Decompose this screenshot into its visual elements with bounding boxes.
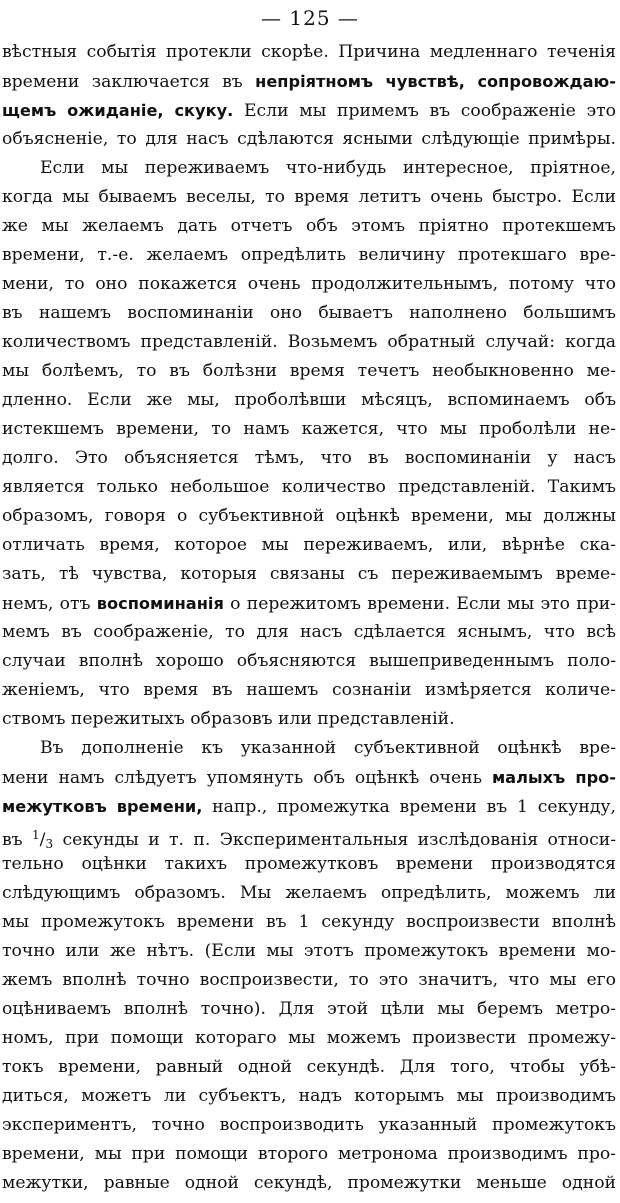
text-line: является только небольшое количество представленій. Такимъ bbox=[2, 477, 616, 497]
text-line: дленно. Если же мы, проболѣвши мѣсяцъ, вспоминаемъ объ bbox=[2, 390, 616, 410]
text-line: объясненіе, то для насъ сдѣлаются ясными слѣдующіе примѣры. bbox=[2, 129, 616, 149]
text-line: въ $^1/_3$ секунды и т. п. Экспериментальныя изслѣдованія относи- bbox=[2, 828, 616, 851]
line-text: времени заключается въ bbox=[2, 72, 256, 92]
line-text: Если мы примемъ въ соображеніе это bbox=[233, 101, 616, 121]
line-text: секунды и т. п. Экспериментальныя изслѣдованія относи- bbox=[53, 830, 616, 850]
text-line bbox=[2, 792, 616, 821]
text-line: женіемъ, что время въ нашемъ сознаніи измѣряется количе- bbox=[2, 680, 616, 700]
text-line: мемъ въ соображеніе, то для насъ сдѣлается яснымъ, что всѣ bbox=[2, 622, 616, 642]
text-line: случаи вполнѣ хорошо объясняются вышеприведеннымъ поло- bbox=[2, 651, 616, 671]
text-line bbox=[2, 589, 616, 618]
text-line: точно или же нѣтъ. (Если мы этотъ промежутокъ времени мо- bbox=[2, 941, 616, 961]
line-text: немъ, отъ bbox=[2, 594, 97, 614]
text-line: тельно оцѣнки такихъ промежутковъ времени производятся bbox=[2, 854, 616, 874]
text-line: токъ времени, равный одной секундѣ. Для того, чтобы убѣ- bbox=[2, 1057, 616, 1077]
bold-term: щемъ ожиданіе, скуку. bbox=[2, 101, 234, 120]
text-line: мени, то оно покажется очень продолжительнымъ, потому что bbox=[2, 274, 616, 294]
text-line: межутки, равные одной секундѣ, промежутки меньше одной bbox=[2, 1173, 616, 1193]
text-line: въ нашемъ воспоминаніи оно бываетъ наполнено большимъ bbox=[2, 303, 616, 323]
text-line: вѣстныя событія протекли скорѣе. Причина медленнаго теченія bbox=[2, 42, 616, 62]
page-number: — 125 — bbox=[261, 6, 359, 30]
text-line: диться, можетъ ли субъектъ, надъ которымъ мы производимъ bbox=[2, 1086, 616, 1106]
line-text: мени намъ слѣдуетъ упомянуть объ оцѣнкѣ очень bbox=[2, 768, 492, 788]
text-line: количествомъ представленій. Возьмемъ обратный случай: когда bbox=[2, 332, 616, 352]
line-text: въ bbox=[2, 830, 32, 850]
text-line: мы промежутокъ времени въ 1 секунду воспроизвести вполнѣ bbox=[2, 912, 616, 932]
text-line: жемъ вполнѣ точно воспроизвести, то это значитъ, что мы его bbox=[2, 970, 616, 990]
text-line: отличать время, которое мы переживаемъ, или, вѣрнѣе ска- bbox=[2, 535, 616, 555]
text-line: экспериментъ, точно воспроизводить указанный промежутокъ bbox=[2, 1115, 616, 1135]
text-line bbox=[2, 67, 616, 96]
text-line bbox=[2, 763, 616, 792]
text-line: Если мы переживаемъ что-нибудь интересное, пріятное, bbox=[40, 158, 616, 178]
fraction-denominator: 3 bbox=[45, 837, 54, 851]
text-line: номъ, при помощи котораго мы можемъ произвести промежу- bbox=[2, 1028, 616, 1048]
text-line: времени, мы при помощи второго метронома производимъ про- bbox=[2, 1144, 616, 1164]
bold-term: воспоминанія bbox=[96, 594, 224, 613]
bold-term: межутковъ времени, bbox=[2, 797, 203, 816]
text-line: долго. Это объясняется тѣмъ, что въ воспоминаніи у насъ bbox=[2, 448, 616, 468]
bold-term: непріятномъ чувствѣ, сопровождаю- bbox=[255, 72, 616, 91]
text-line: ствомъ пережитыхъ образовъ или представленій. bbox=[2, 709, 455, 729]
text-line: образомъ, говоря о субъективной оцѣнкѣ времени, мы должны bbox=[2, 506, 616, 526]
text-line: Въ дополненіе къ указанной субъективной оцѣнкѣ вре- bbox=[40, 738, 616, 758]
text-line: же мы желаемъ дать отчетъ объ этомъ пріятно протекшемъ bbox=[2, 216, 616, 236]
text-line: зать, тѣ чувства, которыя связаны съ переживаемымъ време- bbox=[2, 564, 616, 584]
text-line: когда мы бываемъ веселы, то время летитъ очень быстро. Если bbox=[2, 187, 616, 207]
text-line: времени, т.-е. желаемъ опредѣлить величину протекшаго вре- bbox=[2, 245, 616, 265]
line-text: о пережитомъ времени. Если мы это при- bbox=[223, 594, 616, 614]
text-line: слѣдующимъ образомъ. Мы желаемъ опредѣлить, можемъ ли bbox=[2, 883, 616, 903]
text-line bbox=[2, 96, 616, 125]
text-line: мы болѣемъ, то въ болѣзни время течетъ необыкновенно ме- bbox=[2, 361, 616, 381]
fraction-numerator: 1 bbox=[32, 828, 40, 842]
line-text: напр., промежутка времени въ 1 секунду, bbox=[202, 797, 616, 817]
text-line: истекшемъ времени, то намъ кажется, что мы проболѣли не- bbox=[2, 419, 616, 439]
text-line: оцѣниваемъ вполнѣ точно). Для этой цѣли мы беремъ метро- bbox=[2, 999, 616, 1019]
bold-term: малыхъ про- bbox=[491, 768, 616, 787]
